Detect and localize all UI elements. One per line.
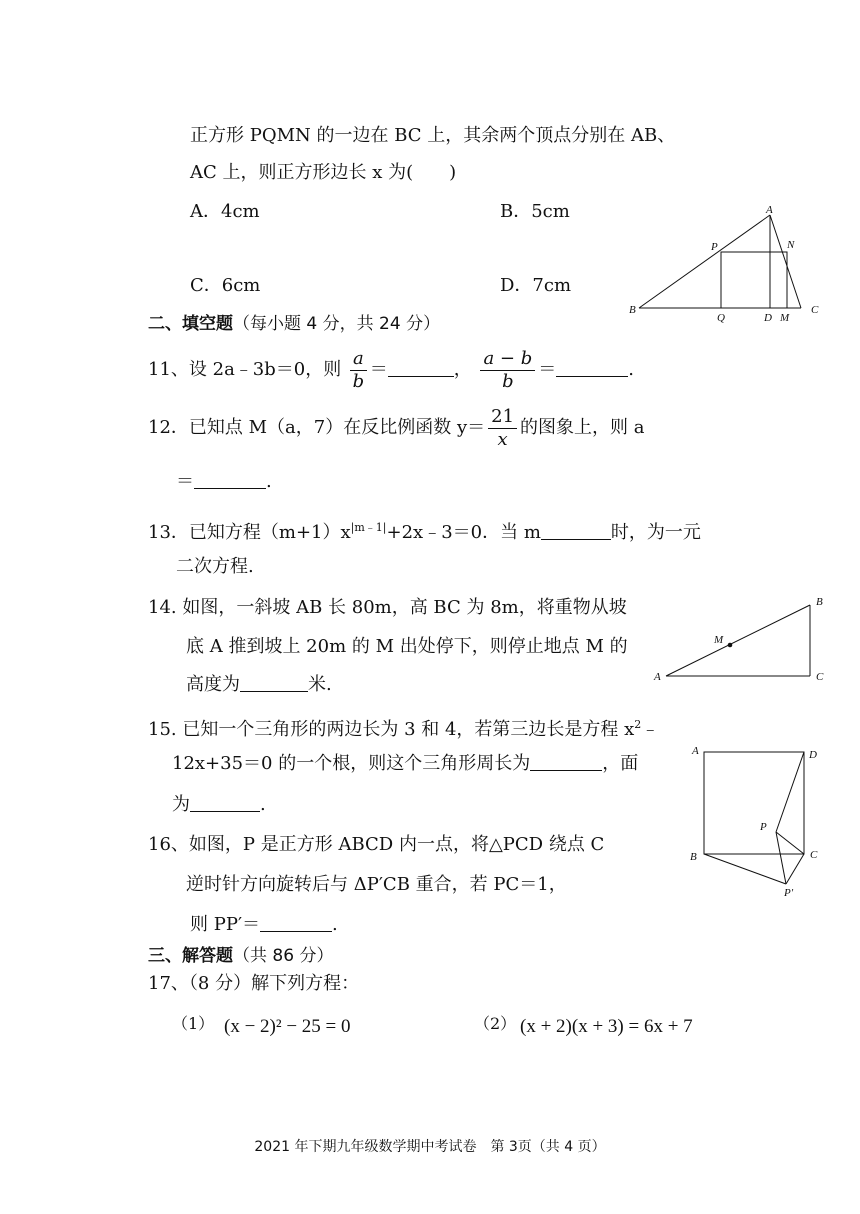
q10-option-a: A．4cm [190, 201, 260, 222]
square-label-c: C [810, 849, 818, 861]
q13-line1: 13．已知方程$(m+1)x^{|m﹣1|}+2x﹣3=0$．当 m 时，为一元 [148, 521, 701, 543]
q14-slope-figure [648, 590, 833, 690]
q15-line2: 12x+35＝0 的一个根，则这个三角形周长为 ，面 [172, 753, 639, 774]
q11: 11、设 2a﹣3b＝0，则 $\frac{a}{b}$ ＝ ， $\frac{a - b}{b}$ ＝ . [148, 347, 634, 392]
section-2-heading: 二、填空题（每小题 4 分，共 24 分） [148, 314, 441, 334]
slope-label-a: A [654, 671, 661, 683]
square-label-p: P [760, 821, 767, 833]
q12-line1: 12．已知点 M（a，7）在反比例函数 y＝ $\frac{21}{x}$ 的图象上，则 a [148, 405, 645, 450]
page-footer: 2021 年下期九年级数学期中考试卷 第 3页（共 4 页） [254, 1139, 606, 1155]
slope-label-c: C [816, 671, 824, 683]
q15-line1: 15. 已知一个三角形的两边长为 3 和 4，若第三边长是方程 $x^2﹣$ [148, 718, 660, 740]
q17-part1-equation: (x − 2)² − 25 = 0 [224, 1016, 351, 1037]
q10-triangle-figure [625, 200, 830, 325]
q10-option-c: C．6cm [190, 275, 261, 296]
q15-line3: 为 . [172, 794, 266, 815]
slope-label-b: B [816, 596, 823, 608]
q16-line1: 16、如图，P 是正方形 ABCD 内一点，将△PCD 绕点 C [148, 834, 605, 855]
q13-line2: 二次方程. [176, 556, 254, 577]
section-3-heading: 三、解答题（共 86 分） [148, 946, 334, 966]
q10-option-b: B．5cm [500, 201, 570, 222]
q17-part2-equation: (x + 2)(x + 3) = 6x + 7 [520, 1016, 693, 1037]
fig-label-p: P [711, 241, 718, 253]
fig-label-n: N [787, 239, 795, 251]
square-label-a: A [692, 745, 699, 757]
square-label-d: D [809, 749, 817, 761]
fig-label-q: Q [717, 312, 725, 324]
q12-line2: ＝ . [176, 471, 272, 492]
q16-square-figure [688, 742, 828, 902]
fig-label-a: A [766, 204, 773, 216]
q16-line2: 逆时针方向旋转后与 ΔP′CB 重合，若 PC＝1， [186, 874, 567, 895]
q10-option-d: D．7cm [500, 275, 572, 296]
q16-line3: 则 PP′＝ . [190, 914, 338, 935]
fig-label-b: B [629, 304, 636, 316]
q10-line2: AC 上，则正方形边长 x 为( ) [190, 162, 457, 183]
slope-label-m: M [714, 634, 724, 646]
fig-label-c: C [811, 304, 819, 316]
q14-line1: 14. 如图，一斜坡 AB 长 80m，高 BC 为 8m，将重物从坡 [148, 597, 627, 618]
fig-label-d: D [764, 312, 772, 324]
q17-stem: 17、（8 分）解下列方程： [148, 973, 360, 994]
q14-line2: 底 A 推到坡上 20m 的 M 出处停下，则停止地点 M 的 [186, 636, 628, 657]
fig-label-m: M [780, 312, 790, 324]
square-label-b: B [690, 851, 697, 863]
q17-part1-label: （1） [172, 1014, 215, 1033]
q14-line3: 高度为 米. [186, 674, 332, 695]
q17-part2-label: （2） [474, 1014, 517, 1033]
q10-line1: 正方形 PQMN 的一边在 BC 上，其余两个顶点分别在 AB、 [190, 125, 676, 146]
square-label-p-prime: P′ [784, 887, 794, 899]
